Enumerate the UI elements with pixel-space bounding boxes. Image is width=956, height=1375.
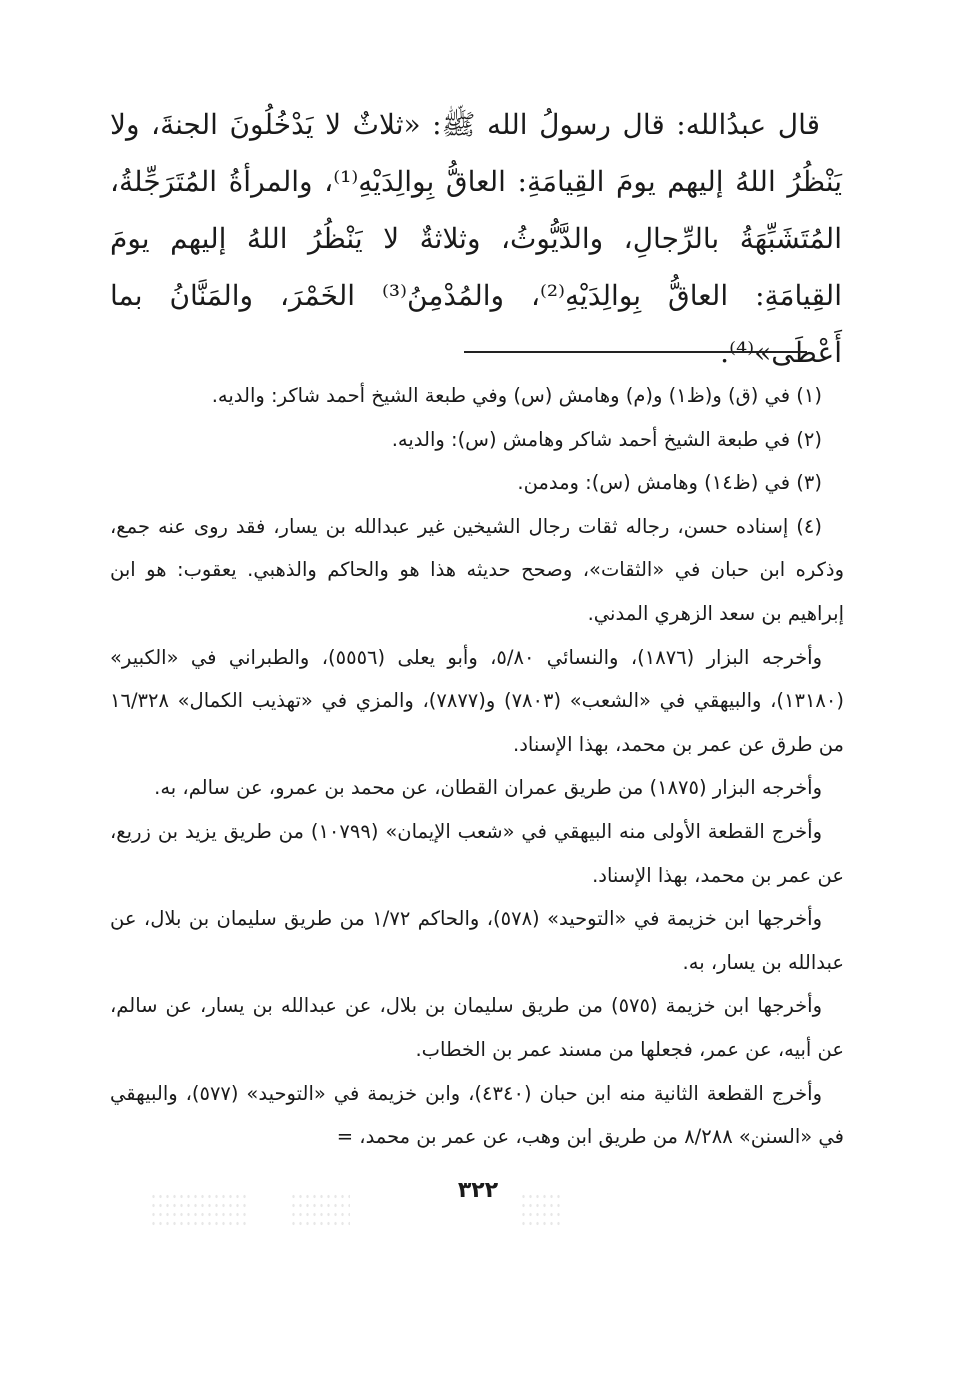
footnote-paragraph: وأخرج القطعة الأولى منه البيهقي في «شعب الإيمان» (١٠٧٩٩) من طريق يزيد بن زريع، عن عمر بن محمد، بهذا الإسناد. [110, 819, 844, 887]
footnote-paragraph: وأخرجه البزار (١٨٧٦)، والنسائي ٥/٨٠، وأبو يعلى (٥٥٥٦)، والطبراني في «الكبير» (١٣١٨٠)، والبيهقي في «الشعب» (٧٨٠٣) و(٧٨٧٧)، والمزي في «تهذيب الكمال» ١٦/٣٢٨ من طرق عن عمر بن محمد، بهذا الإسناد. [110, 645, 844, 756]
footnote-2: (٢) في طبعة الشيخ أحمد شاكر وهامش (س): والديه. [391, 427, 822, 451]
scan-noise [520, 1192, 560, 1226]
footnote-paragraph: وأخرج القطعة الثانية منه ابن حبان (٤٣٤٠)، وابن خزيمة في «التوحيد» (٥٧٧)، والبيهقي في «السنن» ٨/٢٨٨ من طريق ابن وهب، عن عمر بن محمد، = [110, 1081, 844, 1149]
page-number: ٣٢٢ [457, 1178, 499, 1203]
hadith-text: قال عبدُالله: قال رسولُ الله ﷺ: «ثلاثٌ لا يَدْخُلُونَ الجنةَ، ولا يَنْظُرُ اللهُ إليهم يومَ القِيامَةِ: العاقُّ بِوالِدَيْهِ⁽¹⁾، والمرأةُ المُتَرَجِّلةُ، المُتَشَبِّهَةُ بالرِّجالِ، والدَّيُّوثُ، وثلاثةٌ لا يَنْظُرُ اللهُ إليهم يومَ القِيامَةِ: العاقُّ بِوالِدَيْهِ⁽²⁾، والمُدْمِنُ⁽³⁾ الخَمْرَ، والمَنَّانُ بما أَعْطَى»⁽⁴⁾. [110, 108, 843, 369]
footnote-4: (٤) إسناده حسن، رجاله ثقات رجال الشيخين غير عبدالله بن يسار، فقد روى عنه جمع، وذكره ابن حبان في «الثقات»، وصحح حديثه هذا هو والحاكم والذهبي. يعقوب: هو ابن إبراهيم بن سعد الزهري المدني. [110, 514, 844, 625]
footnote-paragraph: وأخرجها ابن خزيمة في «التوحيد» (٥٧٨)، والحاكم ١/٧٢ من طريق سليمان بن بلال، عن عبدالله بن يسار، به. [110, 907, 844, 974]
footnote-3: (٣) في (ظ١٤) وهامش (س): ومدمن. [517, 471, 822, 495]
footnote-separator [464, 351, 807, 353]
scan-noise [290, 1192, 350, 1226]
footnote-paragraph: وأخرجه البزار (١٨٧٥) من طريق عمران القطان، عن محمد بن عمرو، عن سالم، به. [154, 776, 822, 800]
footnote-1: (١) في (ق) و(ظ١) و(م) وهامش (س) وفي طبعة الشيخ أحمد شاكر: والديه. [211, 384, 822, 407]
scan-noise [150, 1192, 250, 1226]
footnotes [110, 374, 844, 1159]
footnote-paragraph: وأخرجها ابن خزيمة (٥٧٥) من طريق سليمان بن بلال، عن عبدالله بن يسار، عن سالم، عن أبيه، عن عمر، فجعلها من مسند عمر بن الخطاب. [110, 994, 844, 1061]
